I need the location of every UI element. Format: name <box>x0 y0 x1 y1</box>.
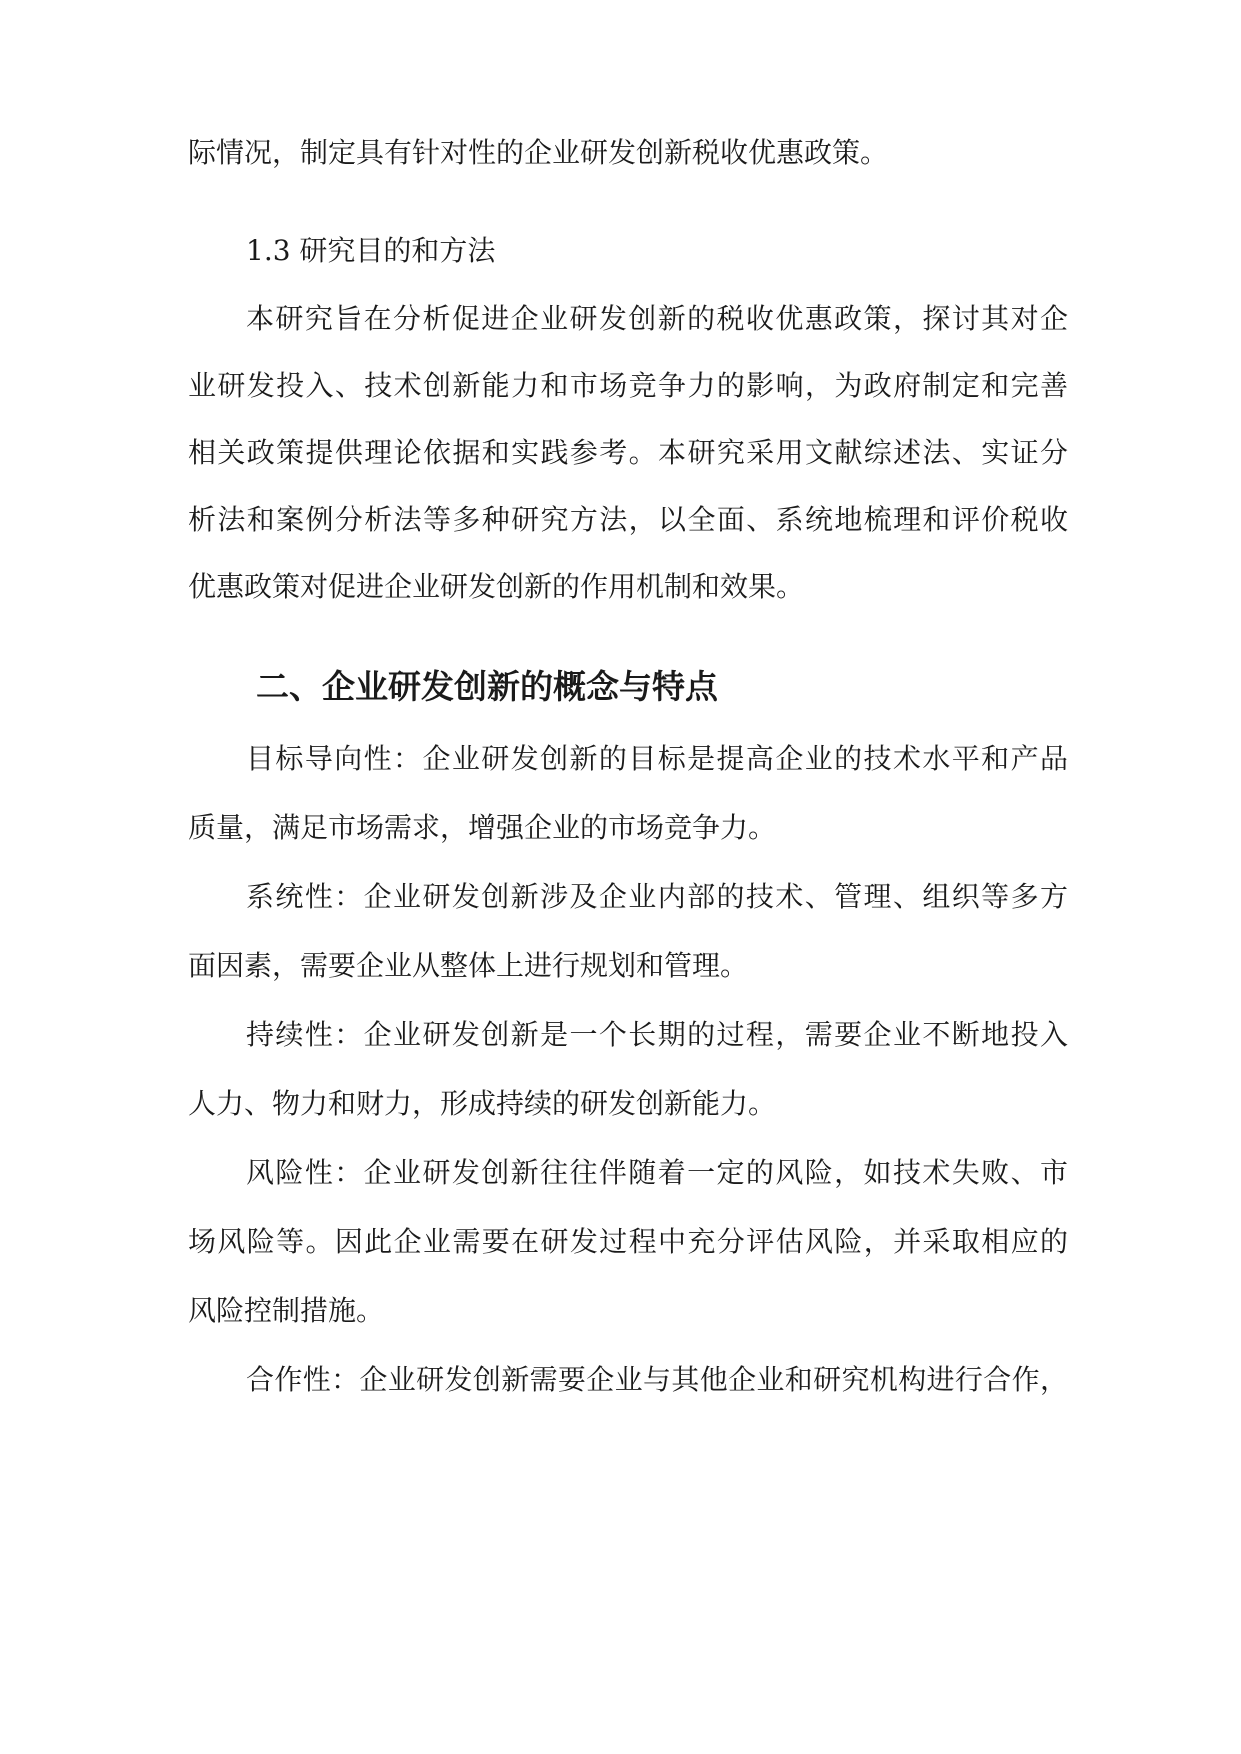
paragraph-line: 优惠政策对促进企业研发创新的作用机制和效果。 <box>188 570 805 603</box>
paragraph-line: 目标导向性：企业研发创新的目标是提高企业的技术水平和产品 <box>246 742 1068 775</box>
paragraph-line: 际情况，制定具有针对性的企业研发创新税收优惠政策。 <box>188 136 889 169</box>
paragraph-line: 合作性：企业研发创新需要企业与其他企业和研究机构进行合作， <box>246 1363 1068 1396</box>
paragraph-line: 面因素，需要企业从整体上进行规划和管理。 <box>188 949 749 982</box>
paragraph-line: 业研发投入、技术创新能力和市场竞争力的影响，为政府制定和完善 <box>188 369 1068 402</box>
paragraph-line: 人力、物力和财力，形成持续的研发创新能力。 <box>188 1087 777 1120</box>
paragraph-line: 质量，满足市场需求，增强企业的市场竞争力。 <box>188 811 777 844</box>
paragraph-line: 相关政策提供理论依据和实践参考。本研究采用文献综述法、实证分 <box>188 436 1068 469</box>
section-heading-1-3: 1.3 研究目的和方法 <box>246 234 496 267</box>
paragraph-line: 析法和案例分析法等多种研究方法，以全面、系统地梳理和评价税收 <box>188 503 1068 536</box>
paragraph-line: 场风险等。因此企业需要在研发过程中充分评估风险，并采取相应的 <box>188 1225 1068 1258</box>
paragraph-line: 持续性：企业研发创新是一个长期的过程，需要企业不断地投入 <box>246 1018 1068 1051</box>
paragraph-line: 风险控制措施。 <box>188 1294 385 1327</box>
chapter-heading-2: 二、企业研发创新的概念与特点 <box>256 667 718 706</box>
paragraph-line: 系统性：企业研发创新涉及企业内部的技术、管理、组织等多方 <box>246 880 1068 913</box>
paragraph-line: 风险性：企业研发创新往往伴随着一定的风险，如技术失败、市 <box>246 1156 1068 1189</box>
paragraph-line: 本研究旨在分析促进企业研发创新的税收优惠政策，探讨其对企 <box>246 302 1068 335</box>
